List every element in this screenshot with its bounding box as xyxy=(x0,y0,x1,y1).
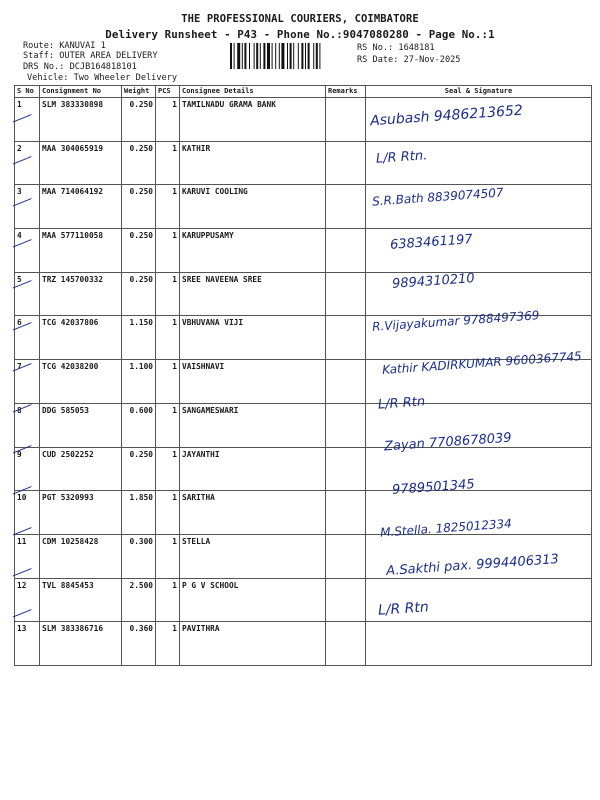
cell-pcs: 1 xyxy=(156,403,180,447)
vehicle-label: Vehicle: Two Wheeler Delivery xyxy=(27,73,178,83)
cell-remarks xyxy=(326,447,366,491)
staff-label: Staff: OUTER AREA DELIVERY xyxy=(23,51,158,61)
cell-consignee: P G V SCHOOL xyxy=(180,578,326,622)
cell-remarks xyxy=(326,622,366,666)
signature-handwriting: Zayan 7708678039 xyxy=(383,430,512,455)
runsheet-table xyxy=(14,85,592,666)
cell-seal xyxy=(366,622,592,666)
signature-handwriting: R.Vijayakumar 9788497369 xyxy=(371,308,540,334)
cell-weight: 1.150 xyxy=(122,316,156,360)
col-sno: S No xyxy=(15,86,40,98)
rs-date: RS Date: 27-Nov-2025 xyxy=(357,55,461,65)
cell-weight: 0.250 xyxy=(122,98,156,142)
col-remarks: Remarks xyxy=(326,86,366,98)
cell-sno: 12 xyxy=(15,578,40,622)
table-row xyxy=(15,272,592,316)
cell-pcs: 1 xyxy=(156,578,180,622)
cell-remarks xyxy=(326,316,366,360)
cell-remarks xyxy=(326,534,366,578)
cell-consignee: SANGAMESWARI xyxy=(180,403,326,447)
table-row xyxy=(15,185,592,229)
cell-sno: 4 xyxy=(15,229,40,273)
signature-handwriting: L/R Rtn. xyxy=(375,148,428,167)
cell-consignee: STELLA xyxy=(180,534,326,578)
table-row xyxy=(15,622,592,666)
signature-handwriting: S.R.Bath 8839074507 xyxy=(371,185,504,209)
cell-remarks xyxy=(326,141,366,185)
signature-handwriting: L/R Rtn xyxy=(377,599,430,619)
cell-pcs: 1 xyxy=(156,316,180,360)
cell-pcs: 1 xyxy=(156,185,180,229)
cell-sno: 7 xyxy=(15,360,40,404)
cell-remarks xyxy=(326,185,366,229)
col-consignment: Consignment No xyxy=(40,86,122,98)
cell-weight: 0.250 xyxy=(122,185,156,229)
cell-consignee: SARITHA xyxy=(180,491,326,535)
signature-handwriting: A.Sakthi pax. 9994406313 xyxy=(385,551,560,580)
cell-remarks xyxy=(326,229,366,273)
table-row xyxy=(15,578,592,622)
cell-sno: 5 xyxy=(15,272,40,316)
cell-consignment: DDG 585053 xyxy=(40,403,122,447)
cell-consignee: VBHUVANA VIJI xyxy=(180,316,326,360)
cell-consignment: CUD 2502252 xyxy=(40,447,122,491)
col-consignee: Consignee Details xyxy=(180,86,326,98)
cell-sno: 13 xyxy=(15,622,40,666)
cell-remarks xyxy=(326,403,366,447)
table-row xyxy=(15,229,592,273)
cell-pcs: 1 xyxy=(156,491,180,535)
cell-weight: 1.850 xyxy=(122,491,156,535)
cell-remarks xyxy=(326,360,366,404)
cell-consignee: KARUPPUSAMY xyxy=(180,229,326,273)
signature-handwriting: M.Stella. 1825012334 xyxy=(379,516,513,540)
table-row xyxy=(15,447,592,491)
cell-consignee: KARUVI COOLING xyxy=(180,185,326,229)
cell-consignment: SLM 383386716 xyxy=(40,622,122,666)
cell-consignee: KATHIR xyxy=(180,141,326,185)
cell-consignment: TRZ 145700332 xyxy=(40,272,122,316)
cell-consignment: PGT 5320993 xyxy=(40,491,122,535)
cell-weight: 0.250 xyxy=(122,141,156,185)
col-seal: Seal & Signature xyxy=(366,86,592,98)
drs-label: DRS No.: DCJB164818101 xyxy=(23,62,137,72)
table-row xyxy=(15,141,592,185)
route-label: Route: KANUVAI 1 xyxy=(23,41,106,51)
cell-pcs: 1 xyxy=(156,141,180,185)
cell-pcs: 1 xyxy=(156,622,180,666)
cell-consignment: TCG 42037806 xyxy=(40,316,122,360)
cell-weight: 0.250 xyxy=(122,447,156,491)
company-title: THE PROFESSIONAL COURIERS, COIMBATORE xyxy=(181,13,419,25)
cell-consignee: JAYANTHI xyxy=(180,447,326,491)
cell-consignment: SLM 383330898 xyxy=(40,98,122,142)
cell-consignee: TAMILNADU GRAMA BANK xyxy=(180,98,326,142)
cell-sno: 9 xyxy=(15,447,40,491)
cell-weight: 2.500 xyxy=(122,578,156,622)
cell-sno: 11 xyxy=(15,534,40,578)
signature-handwriting: Kathir KADIRKUMAR 9600367745 xyxy=(381,349,583,377)
cell-remarks xyxy=(326,578,366,622)
cell-consignment: MAA 714064192 xyxy=(40,185,122,229)
cell-consignment: TCG 42038200 xyxy=(40,360,122,404)
cell-sno: 10 xyxy=(15,491,40,535)
cell-sno: 2 xyxy=(15,141,40,185)
cell-sno: 8 xyxy=(15,403,40,447)
cell-pcs: 1 xyxy=(156,447,180,491)
cell-pcs: 1 xyxy=(156,272,180,316)
signature-handwriting: Asubash 9486213652 xyxy=(369,102,524,130)
cell-remarks xyxy=(326,491,366,535)
cell-consignment: TVL 8845453 xyxy=(40,578,122,622)
cell-remarks xyxy=(326,272,366,316)
signature-handwriting: L/R Rtn xyxy=(377,394,426,413)
cell-pcs: 1 xyxy=(156,360,180,404)
cell-sno: 1 xyxy=(15,98,40,142)
cell-consignment: CDM 10258428 xyxy=(40,534,122,578)
cell-weight: 0.250 xyxy=(122,272,156,316)
cell-pcs: 1 xyxy=(156,534,180,578)
signature-handwriting: 6383461197 xyxy=(389,232,474,253)
cell-consignment: MAA 304065919 xyxy=(40,141,122,185)
cell-consignee: VAISHNAVI xyxy=(180,360,326,404)
rs-number: RS No.: 1648181 xyxy=(357,43,435,53)
cell-consignee: PAVITHRA xyxy=(180,622,326,666)
cell-weight: 0.250 xyxy=(122,229,156,273)
cell-consignee: SREE NAVEENA SREE xyxy=(180,272,326,316)
cell-pcs: 1 xyxy=(156,98,180,142)
cell-weight: 0.360 xyxy=(122,622,156,666)
cell-weight: 1.100 xyxy=(122,360,156,404)
col-pcs: PCS xyxy=(156,86,180,98)
col-weight: Weight xyxy=(122,86,156,98)
cell-consignment: MAA 577110058 xyxy=(40,229,122,273)
signature-handwriting: 9789501345 xyxy=(391,477,476,498)
cell-remarks xyxy=(326,98,366,142)
cell-pcs: 1 xyxy=(156,229,180,273)
cell-weight: 0.300 xyxy=(122,534,156,578)
cell-sno: 6 xyxy=(15,316,40,360)
barcode xyxy=(230,43,354,69)
runsheet-title: Delivery Runsheet - P43 - Phone No.:9047080280 - Page No.:1 xyxy=(105,28,495,41)
cell-weight: 0.600 xyxy=(122,403,156,447)
cell-sno: 3 xyxy=(15,185,40,229)
table-header-row xyxy=(15,86,592,98)
signature-handwriting: 9894310210 xyxy=(391,271,476,292)
